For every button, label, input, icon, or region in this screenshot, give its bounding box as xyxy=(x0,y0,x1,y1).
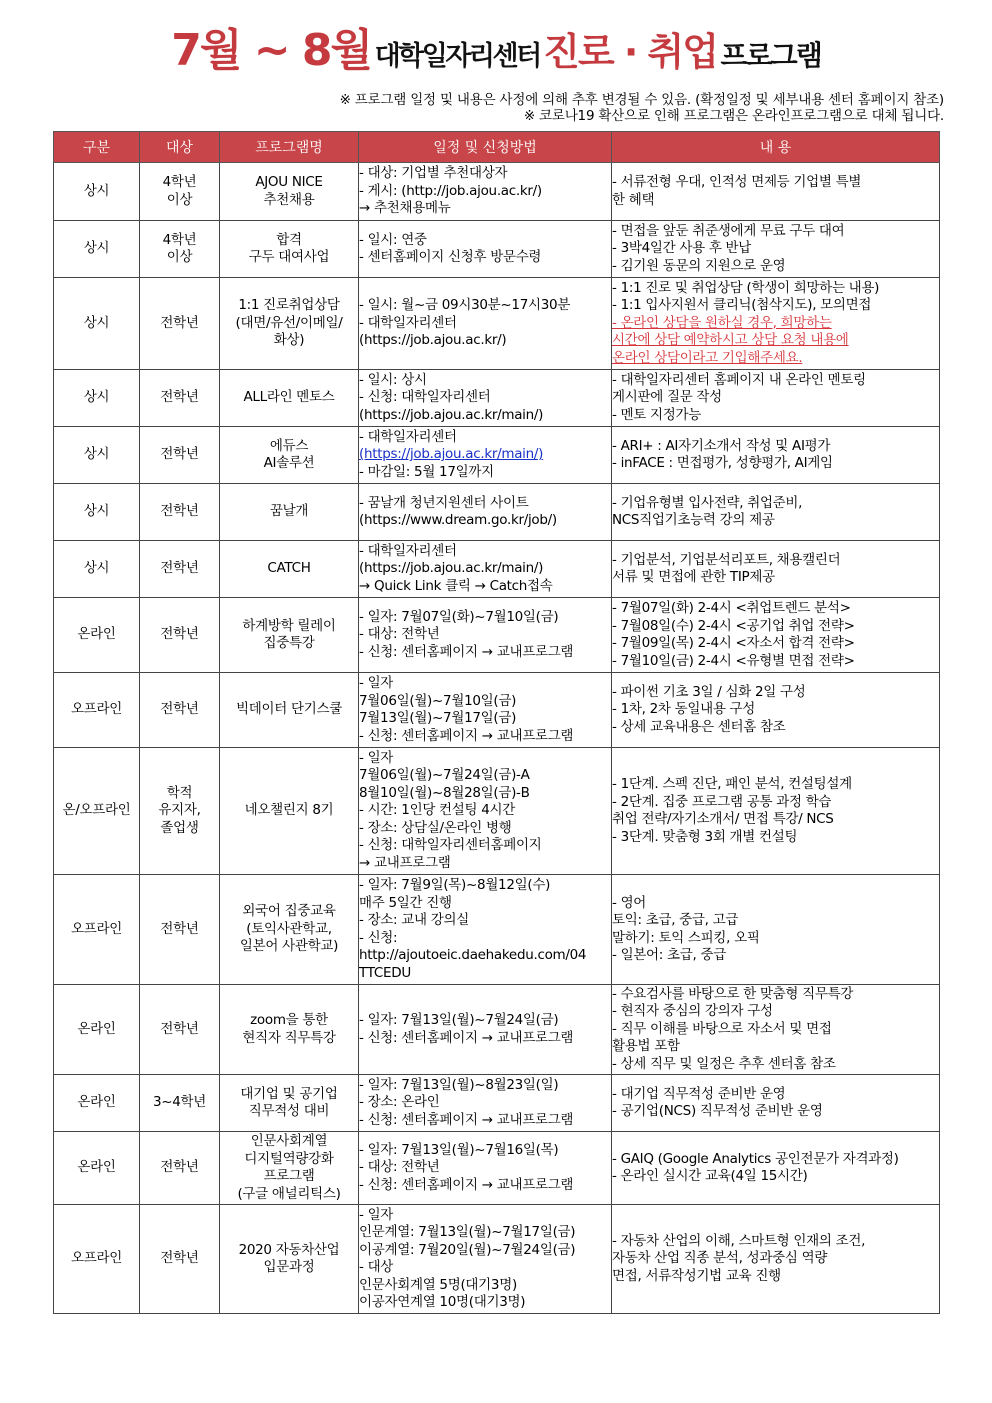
table-header-row xyxy=(54,132,940,163)
cell-schedule xyxy=(359,598,612,673)
cell-type xyxy=(54,427,140,484)
cell-type xyxy=(54,1075,140,1132)
cell-program-name xyxy=(220,427,359,484)
program-table xyxy=(53,131,940,1314)
schedule-line: 인문계열: 7월13일(월)~7월17일(금) xyxy=(359,1224,576,1240)
content-line: - 온라인 실시간 교육(4일 15시간) xyxy=(612,1168,808,1184)
schedule-line: 매주 5일간 진행 xyxy=(359,894,452,911)
table-row xyxy=(54,163,940,221)
cell-type-line: 오프라인 xyxy=(71,920,122,937)
schedule-line: - 신청: 센터홈페이지 → 교내프로그램 xyxy=(359,727,574,744)
cell-type-line: 상시 xyxy=(83,503,110,520)
table-row xyxy=(54,484,940,541)
schedule-line: 이공계열: 7월20일(월)~7월24일(금) xyxy=(359,1241,576,1258)
schedule-line: - 일자: 7월07일(화)~7월10일(금) xyxy=(359,608,559,625)
cell-program-name-line: zoom을 통한 xyxy=(250,1012,328,1028)
cell-content xyxy=(612,163,940,221)
table-row xyxy=(54,278,940,370)
content-line: - 공기업(NCS) 직무적성 준비반 운영 xyxy=(612,1103,823,1119)
cell-content xyxy=(612,484,940,541)
content-line: - 1:1 입사지원서 클리닉(첨삭지도), 모의면접 xyxy=(612,297,872,314)
cell-program-name xyxy=(220,1205,359,1314)
content-line: - 기업분석, 기업분석리포트, 채용캘린더 xyxy=(612,551,841,568)
schedule-line: - 일시: 월~금 09시30분~17시30분 xyxy=(359,297,571,314)
schedule-line: → Quick Link 클릭 → Catch접속 xyxy=(359,577,553,594)
cell-program-name-line: 추천채용 xyxy=(263,191,315,208)
cell-content xyxy=(612,1132,940,1205)
table-row xyxy=(54,673,940,748)
cell-schedule xyxy=(359,221,612,278)
schedule-line: - 일시: 연중 xyxy=(359,231,427,248)
cell-program-name-line: 2020 자동차산업 xyxy=(238,1241,340,1258)
cell-schedule xyxy=(359,541,612,598)
cell-type xyxy=(54,163,140,221)
content-line: 취업 전략/자기소개서/ 면접 특강/ NCS xyxy=(612,811,834,827)
schedule-line: - 일자 xyxy=(359,675,394,691)
schedule-line: 7월06일(월)~7월24일(금)-A xyxy=(359,767,530,784)
cell-program-name-line: (토익사관학교, xyxy=(246,920,332,937)
cell-content xyxy=(612,985,940,1075)
table-row xyxy=(54,1132,940,1205)
cell-target-line: 4학년 xyxy=(162,231,197,248)
cell-type-line: 상시 xyxy=(83,560,110,577)
cell-type xyxy=(54,278,140,370)
cell-target xyxy=(140,427,220,484)
cell-program-name xyxy=(220,221,359,278)
cell-target xyxy=(140,598,220,673)
content-line: 토익: 초급, 중급, 고급 xyxy=(612,912,739,928)
cell-target xyxy=(140,875,220,985)
cell-schedule xyxy=(359,370,612,427)
cell-program-name xyxy=(220,163,359,221)
schedule-line: TTCEDU xyxy=(359,964,411,981)
cell-program-name-line: (대면/유선/이메일/ xyxy=(235,314,343,331)
schedule-line: → 교내프로그램 xyxy=(359,854,451,871)
cell-program-name-line: 직무적성 대비 xyxy=(248,1103,330,1119)
content-line: - 7월10일(금) 2-4시 <유형별 면접 전략> xyxy=(612,652,855,669)
content-line: NCS직업기초능력 강의 제공 xyxy=(612,512,775,528)
schedule-line: - 일자: 7월13일(월)~8월23일(일) xyxy=(359,1076,559,1093)
cell-type xyxy=(54,370,140,427)
cell-schedule xyxy=(359,427,612,484)
cell-schedule xyxy=(359,484,612,541)
header-content: 내 용 xyxy=(612,132,940,163)
cell-program-name-line: (구글 애널리틱스) xyxy=(237,1185,341,1202)
schedule-line: - 일자: 7월13일(월)~7월16일(목) xyxy=(359,1141,559,1158)
schedule-line: - 대학일자리센터 xyxy=(359,542,457,559)
cell-program-name xyxy=(220,598,359,673)
cell-target-line: 유지자, xyxy=(158,802,201,819)
cell-program-name-line: 디지털역량강화 xyxy=(244,1150,334,1167)
cell-program-name-line: 입문과정 xyxy=(263,1259,315,1275)
cell-content xyxy=(612,221,940,278)
cell-program-name xyxy=(220,673,359,748)
cell-target-line: 전학년 xyxy=(160,503,199,520)
schedule-line: - 일자: 7월9일(목)~8월12일(수) xyxy=(359,877,551,893)
cell-target xyxy=(140,541,220,598)
content-line: 활용법 포함 xyxy=(612,1038,680,1055)
content-line: - GAIQ (Google Analytics 공인전문가 자격과정) xyxy=(612,1150,899,1167)
cell-content xyxy=(612,748,940,875)
content-line: - 1단계. 스펙 진단, 패인 분석, 컨설팅설계 xyxy=(612,776,852,792)
cell-type xyxy=(54,673,140,748)
schedule-line: - 꿈날개 청년지원센터 사이트 xyxy=(359,494,529,511)
table-row xyxy=(54,1205,940,1314)
schedule-line: - 일자: 7월13일(월)~7월24일(금) xyxy=(359,1012,559,1028)
cell-schedule xyxy=(359,985,612,1075)
content-line: - 수요검사를 바탕으로 한 맞춤형 직무특강 xyxy=(612,985,854,1002)
schedule-line: - 신청: 센터홈페이지 → 교내프로그램 xyxy=(359,1176,574,1193)
cell-program-name xyxy=(220,541,359,598)
schedule-line: - 대학일자리센터 xyxy=(359,428,457,445)
cell-target-line: 전학년 xyxy=(160,560,199,577)
header-schedule: 일정 및 신청방법 xyxy=(359,132,612,163)
cell-target-line: 이상 xyxy=(166,191,193,208)
content-line: 자동차 산업 직종 분석, 성과중심 역량 xyxy=(612,1250,828,1267)
table-body xyxy=(54,163,940,1314)
schedule-line: - 신청: 센터홈페이지 → 교내프로그램 xyxy=(359,643,574,660)
cell-program-name-line: 일본어 사관학교) xyxy=(239,938,339,955)
header-target: 대상 xyxy=(140,132,220,163)
schedule-line: 인문사회계열 5명(대기3명) xyxy=(359,1276,517,1293)
cell-type xyxy=(54,484,140,541)
table-row xyxy=(54,598,940,673)
cell-program-name-line: 하계방학 릴레이 xyxy=(242,617,336,634)
cell-program-name-line: AI솔루션 xyxy=(263,455,315,471)
table-row xyxy=(54,370,940,427)
schedule-line: - 일자 xyxy=(359,749,394,766)
cell-target-line: 전학년 xyxy=(160,1159,199,1176)
notice-covid-online: ※ 코로나19 확산으로 인해 프로그램은 온라인프로그램으로 대체 됩니다. xyxy=(523,108,944,124)
cell-target xyxy=(140,484,220,541)
title-highlight: 진로 · 취업 xyxy=(543,30,717,74)
content-line: - 파이썬 기초 3일 / 심화 2일 구성 xyxy=(612,683,806,700)
cell-content xyxy=(612,278,940,370)
cell-target xyxy=(140,1205,220,1314)
content-line: - 영어 xyxy=(612,894,647,911)
content-line: - inFACE : 면접평가, 성향평가, AI게임 xyxy=(612,455,833,471)
cell-content xyxy=(612,673,940,748)
schedule-line: - 대상: 전학년 xyxy=(359,1159,440,1176)
content-line: - 일본어: 초급, 중급 xyxy=(612,947,726,963)
cell-program-name-line: 외국어 집중교육 xyxy=(242,903,336,920)
cell-target-line: 전학년 xyxy=(160,1250,199,1267)
cell-program-name xyxy=(220,370,359,427)
cell-target-line: 4학년 xyxy=(162,174,197,190)
cell-target xyxy=(140,985,220,1075)
cell-program-name xyxy=(220,278,359,370)
content-line: 한 혜택 xyxy=(612,191,655,208)
cell-target xyxy=(140,748,220,875)
schedule-line: (https://www.dream.go.kr/job/) xyxy=(359,512,557,528)
cell-type xyxy=(54,598,140,673)
table-row xyxy=(54,985,940,1075)
notice-schedule-change: ※ 프로그램 일정 및 내용은 사정에 의해 추후 변경될 수 있음. (확정일정 및 세부내용 센터 홈페이지 참조) xyxy=(339,92,944,108)
cell-type-line: 오프라인 xyxy=(71,1250,122,1267)
cell-type-line: 오프라인 xyxy=(71,701,122,718)
content-line: - 대학일자리센터 홈페이지 내 온라인 멘토링 xyxy=(612,371,866,388)
page-title xyxy=(0,14,992,78)
cell-schedule xyxy=(359,163,612,221)
cell-content xyxy=(612,1205,940,1314)
table-row xyxy=(54,427,940,484)
cell-target-line: 전학년 xyxy=(160,446,199,463)
schedule-line: (https://job.ajou.ac.kr/main/) xyxy=(359,560,544,577)
cell-target-line: 전학년 xyxy=(160,314,199,331)
schedule-line: - 신청: xyxy=(359,929,398,946)
title-suffix: 프로그램 xyxy=(720,39,821,72)
table-row xyxy=(54,1075,940,1132)
cell-schedule xyxy=(359,1075,612,1132)
cell-target-line: 전학년 xyxy=(160,920,199,937)
cell-schedule xyxy=(359,278,612,370)
content-line: - 김기원 동문의 지원으로 운영 xyxy=(612,257,786,274)
schedule-line: - 대상: 기업별 추천대상자 xyxy=(359,165,508,182)
cell-program-name-line: AJOU NICE xyxy=(255,174,323,190)
content-line: - 기업유형별 입사전략, 취업준비, xyxy=(612,494,803,511)
cell-type xyxy=(54,221,140,278)
header-type: 구분 xyxy=(54,132,140,163)
cell-type-line: 상시 xyxy=(83,446,110,463)
cell-schedule xyxy=(359,875,612,985)
content-line: - ARI+ : AI자기소개서 작성 및 AI평가 xyxy=(612,437,831,454)
title-center: 대학일자리센터 xyxy=(374,41,540,72)
schedule-line: 8월10일(월)~8월28일(금)-B xyxy=(359,784,530,801)
cell-program-name-line: ALL라인 멘토스 xyxy=(243,389,335,406)
cell-program-name-line: 대기업 및 공기업 xyxy=(240,1085,338,1102)
content-line: - 자동차 산업의 이해, 스마트형 인재의 조건, xyxy=(612,1232,866,1249)
content-line: 서류 및 면접에 관한 TIP제공 xyxy=(612,569,775,585)
cell-content xyxy=(612,541,940,598)
cell-program-name-line: 네오챌린지 8기 xyxy=(244,802,334,819)
cell-program-name-line: 현직자 직무특강 xyxy=(242,1029,336,1046)
content-line: - 7월09일(목) 2-4시 <자소서 합격 전략> xyxy=(612,635,855,651)
cell-program-name-line: 에듀스 xyxy=(269,437,309,454)
cell-target xyxy=(140,370,220,427)
schedule-line: - 장소: 상담실/온라인 병행 xyxy=(359,819,512,836)
content-line: 말하기: 토익 스피킹, 오픽 xyxy=(612,929,760,946)
content-highlight-line: 시간에 상담 예약하시고 상담 요청 내용에 xyxy=(612,332,849,349)
cell-type-line: 상시 xyxy=(83,314,110,331)
cell-type-line: 온라인 xyxy=(77,1020,116,1037)
cell-program-name-line: 구두 대여사업 xyxy=(248,249,330,265)
table-row xyxy=(54,748,940,875)
content-highlight-line: - 온라인 상담을 원하실 경우, 희망하는 xyxy=(612,314,832,331)
schedule-line: - 신청: 센터홈페이지 → 교내프로그램 xyxy=(359,1029,574,1046)
schedule-line: - 센터홈페이지 신청후 방문수령 xyxy=(359,249,542,265)
cell-program-name-line: 프로그램 xyxy=(263,1168,315,1184)
content-line: - 상세 직무 및 일정은 추후 센터홈 참조 xyxy=(612,1055,836,1072)
cell-content xyxy=(612,598,940,673)
cell-type-line: 상시 xyxy=(83,389,110,406)
cell-target xyxy=(140,1075,220,1132)
schedule-line: 이공자연계열 10명(대기3명) xyxy=(359,1294,526,1310)
cell-program-name-line: 화상) xyxy=(273,332,305,349)
content-line: - 2단계. 집중 프로그램 공통 과정 학습 xyxy=(612,793,832,810)
cell-target-line: 3~4학년 xyxy=(152,1094,207,1111)
cell-program-name-line: 인문사회계열 xyxy=(250,1133,328,1149)
cell-target-line: 학적 xyxy=(166,784,193,801)
schedule-line: - 대상: 전학년 xyxy=(359,626,440,643)
schedule-line: - 일자 xyxy=(359,1206,394,1223)
cell-program-name-line: 집중특강 xyxy=(263,635,315,651)
cell-target xyxy=(140,221,220,278)
table-row xyxy=(54,875,940,985)
content-line: - 면접을 앞둔 취준생에게 무료 구두 대여 xyxy=(612,222,845,239)
cell-target-line: 이상 xyxy=(166,249,193,265)
schedule-line: 7월13일(월)~7월17일(금) xyxy=(359,710,517,726)
content-line: - 직무 이해를 바탕으로 자소서 및 면접 xyxy=(612,1020,832,1037)
schedule-link[interactable]: (https://job.ajou.ac.kr/main/) xyxy=(359,446,544,463)
cell-program-name-line: 1:1 진로취업상담 xyxy=(238,297,340,314)
cell-content xyxy=(612,427,940,484)
content-line: - 상세 교육내용은 센터홈 참조 xyxy=(612,718,786,735)
cell-type-line: 온라인 xyxy=(77,626,116,643)
cell-type xyxy=(54,1205,140,1314)
content-line: - 멘토 지정가능 xyxy=(612,406,701,423)
schedule-line: - 일시: 상시 xyxy=(359,371,427,388)
content-line: - 대기업 직무적성 준비반 운영 xyxy=(612,1085,786,1102)
cell-target-line: 전학년 xyxy=(160,701,199,718)
cell-schedule xyxy=(359,1132,612,1205)
content-line: - 7월08일(수) 2-4시 <공기업 취업 전략> xyxy=(612,617,855,634)
cell-type xyxy=(54,985,140,1075)
cell-target xyxy=(140,673,220,748)
cell-content xyxy=(612,875,940,985)
cell-schedule xyxy=(359,673,612,748)
content-line: - 1차, 2차 동일내용 구성 xyxy=(612,701,756,718)
cell-type xyxy=(54,541,140,598)
cell-target xyxy=(140,163,220,221)
content-line: - 현직자 중심의 강의자 구성 xyxy=(612,1003,773,1020)
cell-target-line: 전학년 xyxy=(160,1020,199,1037)
cell-type-line: 상시 xyxy=(83,240,110,257)
content-line: - 3단계. 맞춤형 3회 개별 컨설팅 xyxy=(612,828,798,845)
content-line: 면접, 서류작성기법 교육 진행 xyxy=(612,1267,781,1284)
cell-type xyxy=(54,875,140,985)
content-line: - 3박4일간 사용 후 반납 xyxy=(612,240,752,257)
schedule-line: (https://job.ajou.ac.kr/main/) xyxy=(359,406,544,423)
schedule-line: - 신청: 센터홈페이지 → 교내프로그램 xyxy=(359,1111,574,1128)
schedule-line: - 마감일: 5월 17일까지 xyxy=(359,463,494,480)
cell-target-line: 졸업생 xyxy=(160,819,199,836)
schedule-line: - 장소: 온라인 xyxy=(359,1094,440,1111)
schedule-line: - 게시: (http://job.ajou.ac.kr/) xyxy=(359,182,542,199)
cell-target-line: 전학년 xyxy=(160,389,199,406)
cell-program-name xyxy=(220,875,359,985)
schedule-line: 7월06일(월)~7월10일(금) xyxy=(359,692,517,709)
cell-program-name-line: 합격 xyxy=(276,231,302,248)
cell-program-name-line: 빅데이터 단기스쿨 xyxy=(236,701,342,718)
cell-program-name-line: 꿈날개 xyxy=(269,503,309,520)
table-row xyxy=(54,541,940,598)
cell-schedule xyxy=(359,1205,612,1314)
cell-target xyxy=(140,278,220,370)
content-line: - 1:1 진로 및 취업상담 (학생이 희망하는 내용) xyxy=(612,279,880,296)
cell-target xyxy=(140,1132,220,1205)
content-highlight-line: 온라인 상담이라고 기입해주세요. xyxy=(612,349,803,366)
cell-type xyxy=(54,748,140,875)
cell-type-line: 온라인 xyxy=(77,1159,116,1176)
cell-type-line: 상시 xyxy=(83,182,110,199)
schedule-line: → 추천채용메뉴 xyxy=(359,200,451,217)
schedule-line: (https://job.ajou.ac.kr/) xyxy=(359,332,507,349)
content-line: - 서류전형 우대, 인적성 면제등 기업별 특별 xyxy=(612,174,862,190)
cell-program-name-line: CATCH xyxy=(267,560,311,577)
cell-program-name xyxy=(220,1075,359,1132)
cell-type-line: 온/오프라인 xyxy=(62,802,131,819)
schedule-line: - 시간: 1인당 컨설팅 4시간 xyxy=(359,802,516,819)
cell-content xyxy=(612,1075,940,1132)
cell-program-name xyxy=(220,1132,359,1205)
schedule-line: - 대상 xyxy=(359,1259,394,1275)
schedule-line: - 장소: 교내 강의실 xyxy=(359,912,469,928)
cell-program-name xyxy=(220,748,359,875)
cell-type-line: 온라인 xyxy=(77,1094,116,1111)
title-months: 7월 ~ 8월 xyxy=(171,25,371,76)
cell-schedule xyxy=(359,748,612,875)
table-row xyxy=(54,221,940,278)
cell-type xyxy=(54,1132,140,1205)
cell-program-name xyxy=(220,985,359,1075)
cell-target-line: 전학년 xyxy=(160,626,199,643)
cell-content xyxy=(612,370,940,427)
schedule-line: http://ajoutoeic.daehakedu.com/04 xyxy=(359,947,587,963)
header-program-name: 프로그램명 xyxy=(220,132,359,163)
schedule-line: - 대학일자리센터 xyxy=(359,314,457,331)
schedule-line: - 신청: 대학일자리센터홈페이지 xyxy=(359,837,542,854)
cell-program-name xyxy=(220,484,359,541)
content-line: - 7월07일(화) 2-4시 <취업트렌드 분석> xyxy=(612,600,851,616)
schedule-line: - 신청: 대학일자리센터 xyxy=(359,389,491,406)
content-line: 게시판에 질문 작성 xyxy=(612,389,722,406)
